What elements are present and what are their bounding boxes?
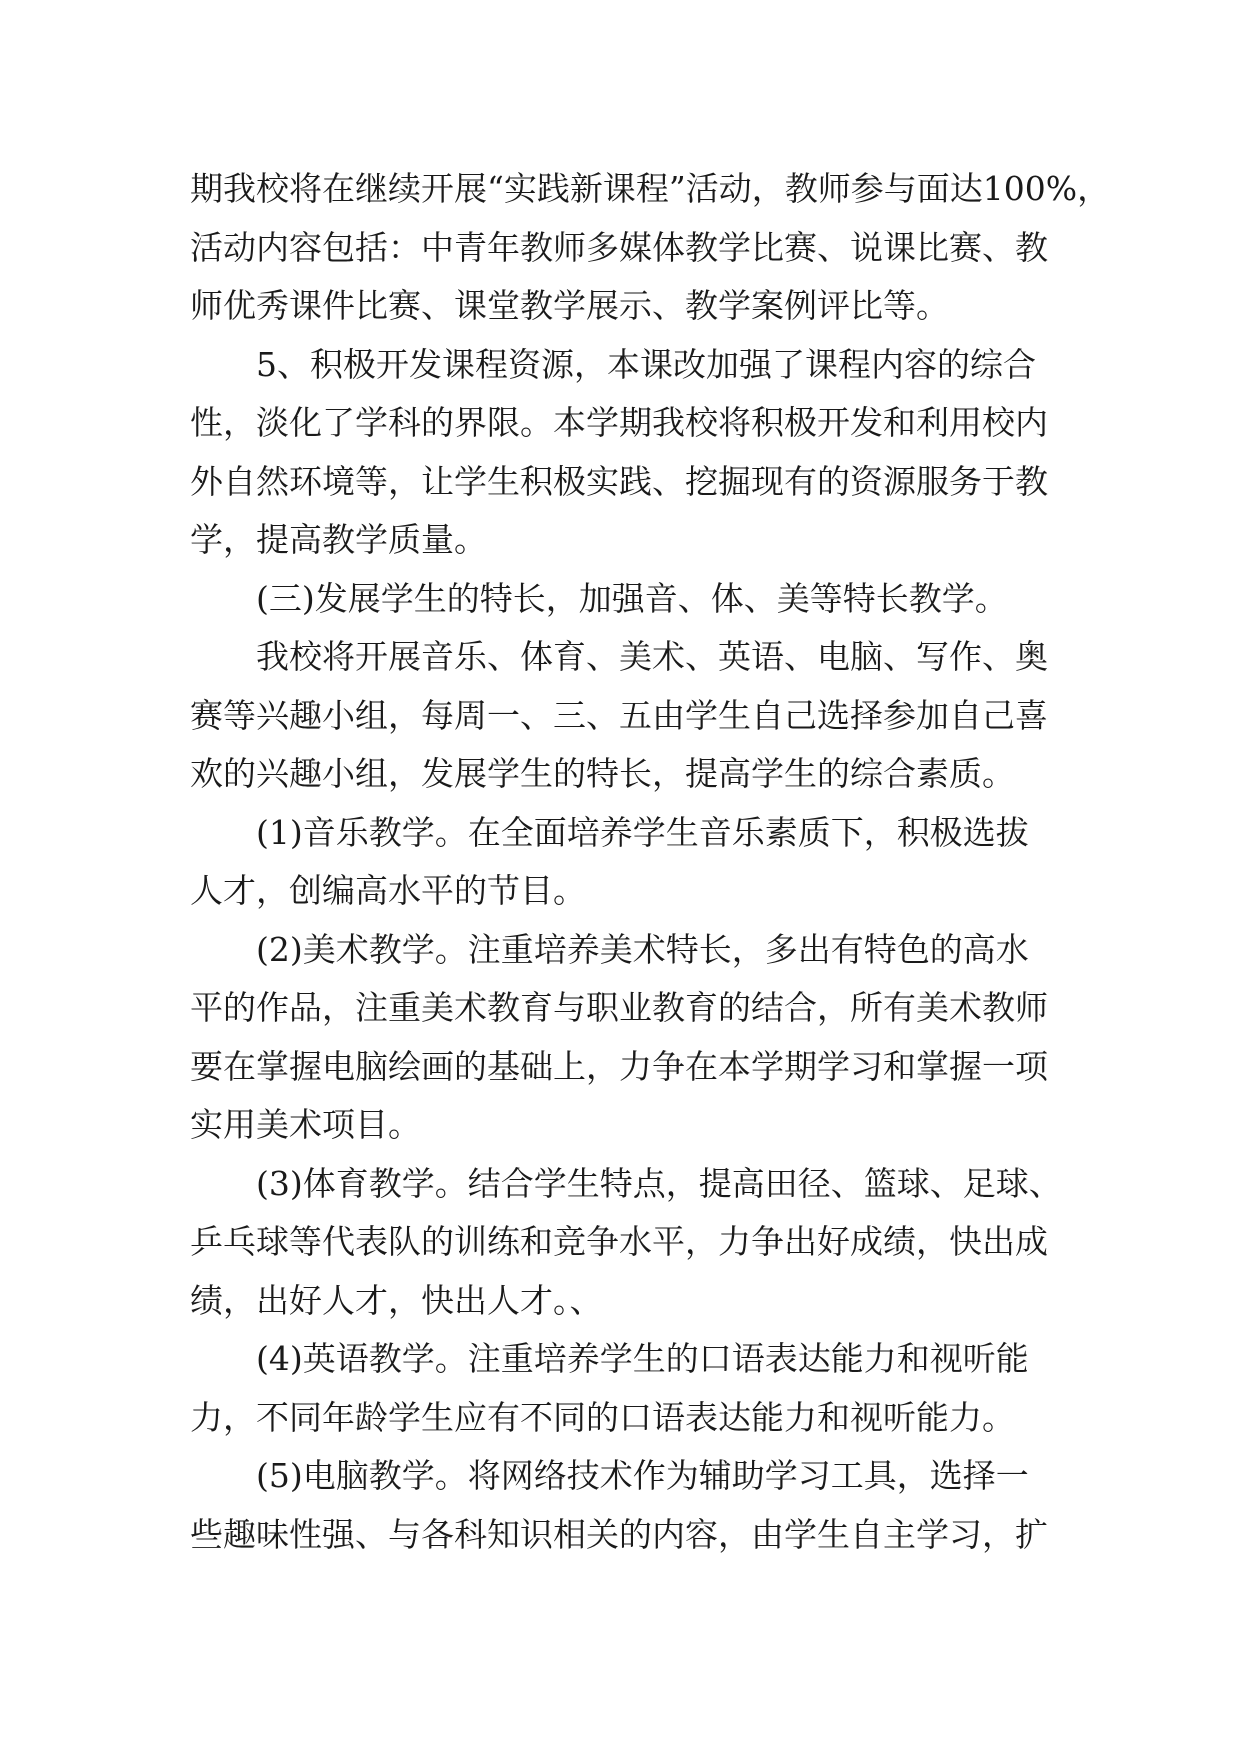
text-line: 力，不同年龄学生应有不同的口语表达能力和视听能力。 (190, 1397, 1015, 1437)
text-line: 性，淡化了学科的界限。本学期我校将积极开发和利用校内 (190, 403, 1048, 442)
text-line: 活动内容包括：中青年教师多媒体教学比赛、说课比赛、教 (190, 227, 1048, 267)
paragraph-start-line: 5、积极开发课程资源，本课改加强了课程内容的综合 (256, 344, 1036, 384)
paragraph-start-line: (4)英语教学。注重培养学生的口语表达能力和视听能 (256, 1339, 1029, 1378)
text-line: 期我校将在继续开展“实践新课程”活动，教师参与面达100%， (190, 169, 1111, 208)
paragraph-start-line: (5)电脑教学。将网络技术作为辅助学习工具，选择一 (256, 1456, 1029, 1495)
text-line: 绩，出好人才，快出人才。、 (190, 1280, 603, 1320)
section-heading-line: (三)发展学生的特长，加强音、体、美等特长教学。 (256, 578, 1008, 618)
text-line: 平的作品，注重美术教育与职业教育的结合，所有美术教师 (190, 988, 1048, 1027)
text-line: 赛等兴趣小组，每周一、三、五由学生自己选择参加自己喜 (190, 695, 1048, 735)
text-line: 人才，创编高水平的节目。 (190, 871, 586, 910)
text-line: 些趣味性强、与各科知识相关的内容，由学生自主学习，扩 (190, 1514, 1048, 1554)
paragraph-start-line: (1)音乐教学。在全面培养学生音乐素质下，积极选拔 (256, 812, 1029, 852)
text-line: 实用美术项目。 (190, 1105, 421, 1144)
paragraph-start-line: (3)体育教学。结合学生特点，提高田径、篮球、足球、 (256, 1163, 1062, 1203)
body-text (190, 160, 1111, 1564)
text-line: 外自然环境等，让学生积极实践、挖掘现有的资源服务于教 (190, 461, 1048, 501)
text-line: 乒乓球等代表队的训练和竞争水平，力争出好成绩，快出成 (190, 1222, 1048, 1261)
text-line: 要在掌握电脑绘画的基础上，力争在本学期学习和掌握一项 (190, 1046, 1048, 1086)
text-line: 师优秀课件比赛、课堂教学展示、教学案例评比等。 (190, 286, 949, 325)
text-line: 欢的兴趣小组，发展学生的特长，提高学生的综合素质。 (190, 754, 1015, 793)
paragraph-start-line: 我校将开展音乐、体育、美术、英语、电脑、写作、奥 (256, 637, 1048, 676)
text-line: 学，提高教学质量。 (190, 520, 487, 559)
paragraph-start-line: (2)美术教学。注重培养美术特长，多出有特色的高水 (256, 929, 1029, 969)
